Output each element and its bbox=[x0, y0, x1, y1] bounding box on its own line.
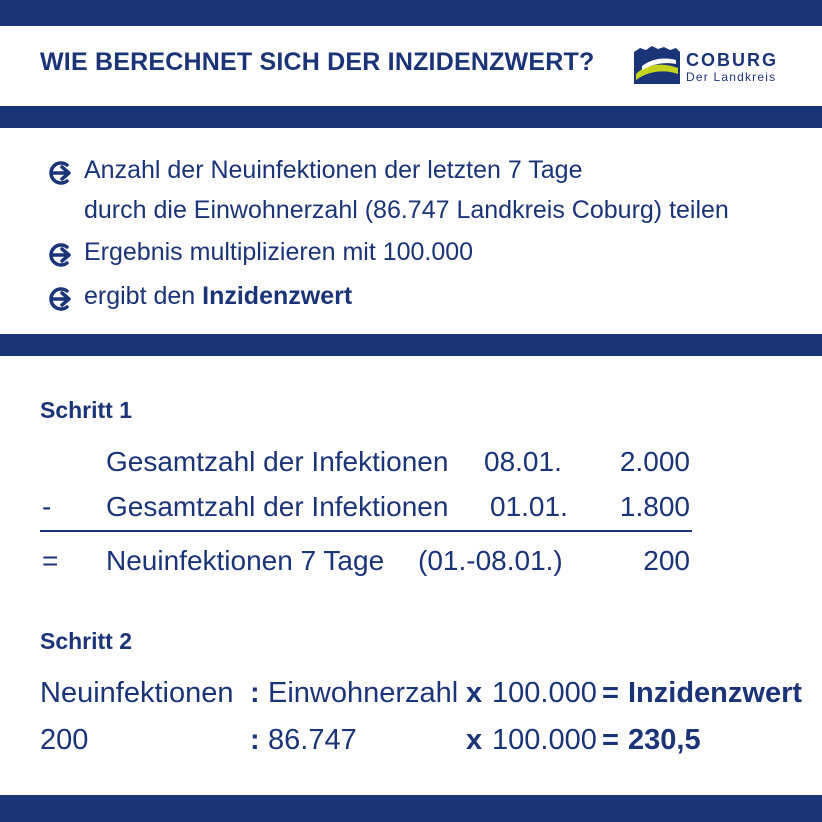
bullet-3 bbox=[84, 282, 352, 311]
value-multiply-sign: x bbox=[466, 724, 483, 756]
row-3-operator: = bbox=[42, 545, 59, 576]
formula-result-label: Inzidenzwert bbox=[628, 677, 803, 709]
row-2-label: Gesamtzahl der Infektionen bbox=[106, 491, 449, 522]
row-1-label: Gesamtzahl der Infektionen bbox=[106, 446, 449, 477]
bullet-2: Ergebnis multiplizieren mit 100.000 bbox=[84, 238, 474, 266]
formula-divide-sign: : bbox=[250, 677, 260, 709]
logo-name: COBURG bbox=[686, 50, 778, 70]
middle-band bbox=[0, 334, 822, 356]
value-divide-sign: : bbox=[250, 724, 260, 756]
formula-denominator-label: Einwohnerzahl bbox=[268, 677, 459, 709]
logo-subtitle: Der Landkreis bbox=[686, 70, 777, 84]
formula-multiply-sign: x bbox=[466, 677, 483, 709]
formula-numerator-label: Neuinfektionen bbox=[40, 677, 234, 709]
row-2-value: 1.800 bbox=[619, 491, 690, 522]
formula-equals-sign: = bbox=[602, 677, 619, 709]
bullet-3-bold: Inzidenzwert bbox=[202, 282, 353, 310]
arrow-right-circle-icon bbox=[48, 284, 74, 314]
row-1-value: 2.000 bbox=[619, 446, 690, 477]
value-population: 86.747 bbox=[268, 724, 357, 756]
sum-divider bbox=[40, 530, 692, 532]
schritt-1-heading: Schritt 1 bbox=[40, 397, 133, 423]
arrow-right-circle-icon bbox=[48, 240, 74, 270]
bullet-1-line-1: Anzahl der Neuinfektionen der letzten 7 Tage bbox=[84, 156, 583, 184]
row-2-operator: - bbox=[42, 491, 52, 522]
header-band bbox=[0, 106, 822, 128]
page-title: WIE BERECHNET SICH DER INZIDENZWERT? bbox=[40, 48, 595, 76]
coburg-logo bbox=[632, 44, 802, 88]
arrow-right-circle-icon bbox=[48, 158, 74, 188]
row-3-value: 200 bbox=[643, 545, 690, 576]
row-1-date: 08.01. bbox=[484, 446, 562, 477]
value-factor: 100.000 bbox=[492, 724, 597, 756]
row-3-date: (01.-08.01.) bbox=[418, 545, 563, 576]
value-equals-sign: = bbox=[602, 724, 619, 756]
row-3-label: Neuinfektionen 7 Tage bbox=[106, 545, 385, 576]
bullet-1-line-2: durch die Einwohnerzahl (86.747 Landkreis Coburg) teilen bbox=[84, 196, 729, 224]
coburg-landkreis-logo-icon bbox=[632, 44, 682, 86]
bullet-3-prefix: ergibt den bbox=[84, 282, 203, 310]
row-2-date: 01.01. bbox=[490, 491, 568, 522]
value-new-infections: 200 bbox=[40, 724, 89, 756]
bottom-band bbox=[0, 795, 822, 822]
value-result: 230,5 bbox=[628, 724, 701, 756]
formula-factor: 100.000 bbox=[492, 677, 597, 709]
schritt-2-heading: Schritt 2 bbox=[40, 628, 133, 654]
top-band bbox=[0, 0, 822, 26]
